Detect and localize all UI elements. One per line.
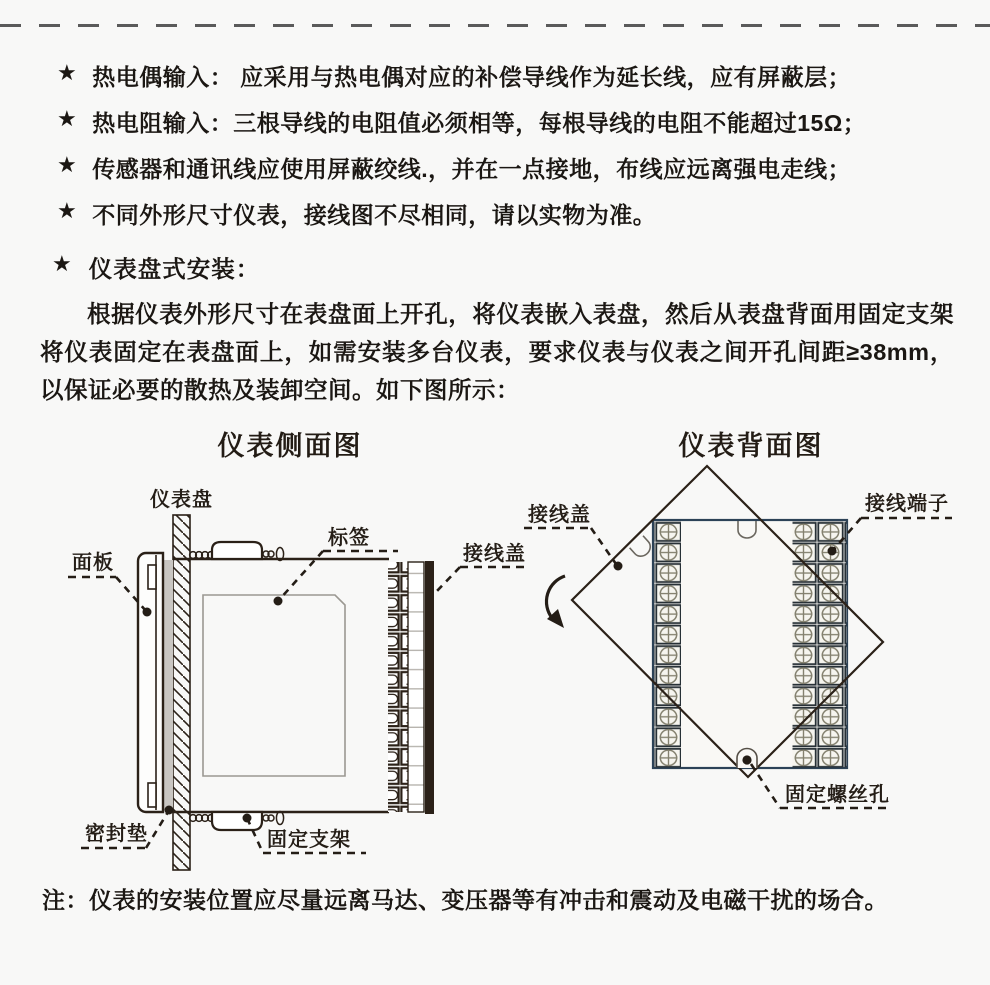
label-tag: 标签 [328,527,370,549]
label-gasket: 密封垫 [85,823,148,845]
section-title: 仪表盘式安装： [88,256,261,282]
terminal-column-right-outer [820,521,847,768]
bullet-rtd [57,105,866,138]
label-plate [203,595,345,776]
note-text: 注：仪表的安装位置应尽量远离马达、变压器等有冲击和震动及电磁干扰的场合。 [42,887,888,913]
screw-hole-dot [742,755,751,764]
bullet-text: 不同外形尺寸仪表，接线图不尽相同，请以实物为准。 [92,202,657,228]
label-screw-hole: 固定螺丝孔 [785,784,890,806]
installation-paragraph: 根据仪表外形尺寸在表盘面上开孔，将仪表嵌入表盘，然后从表盘背面用固定支架将仪表固定在表盘面上，如需安装多台仪表，要求仪表与仪表之间开孔间距≥38mm，以保证必要的散热及装卸空间。如下图所示： [40,301,954,403]
bottom-bracket [190,812,284,831]
label-wiring-cover: 接线盖 [528,504,591,526]
label-bracket: 固定支架 [267,829,351,851]
terminal-rail [408,562,424,812]
bullet-text: 热电阻输入：三根导线的电阻值必须相等，每根导线的电阻不能超过15Ω； [92,110,867,136]
bullet-text: 传感器和通讯线应使用屏蔽绞线.，并在一点接地，布线应远离强电走线； [92,156,852,182]
dashed-divider [0,24,990,27]
label-terminals: 接线端子 [865,493,949,515]
back-view-title: 仪表背面图 [678,431,824,461]
label-front-panel: 面板 [72,552,114,574]
terminal-strip [388,562,408,812]
bullet-dimensions [57,197,656,230]
terminal-column-left [654,521,681,768]
side-view-title: 仪表侧面图 [217,431,363,461]
bullet-text: 热电偶输入： 应采用与热电偶对应的补偿导线作为延长线，应有屏蔽层； [92,64,852,90]
side-view-diagram [40,478,540,878]
back-view-diagram [520,460,990,820]
star-icon: ★ [52,251,73,276]
terminal-column-right-inner [793,521,820,768]
star-icon: ★ [57,198,78,223]
label-wiring-cover: 接线盖 [463,543,526,565]
terminal-cover-bar [425,561,434,814]
panel-wall [173,515,190,870]
section-heading-panel-mount [52,250,260,284]
front-bezel [138,553,163,812]
star-icon: ★ [57,152,78,177]
bullet-shielding [57,151,851,184]
label-panel-board: 仪表盘 [150,489,213,511]
bullet-thermocouple [57,59,851,92]
star-icon: ★ [57,106,78,131]
star-icon: ★ [57,60,78,85]
gasket-strip [163,560,173,810]
